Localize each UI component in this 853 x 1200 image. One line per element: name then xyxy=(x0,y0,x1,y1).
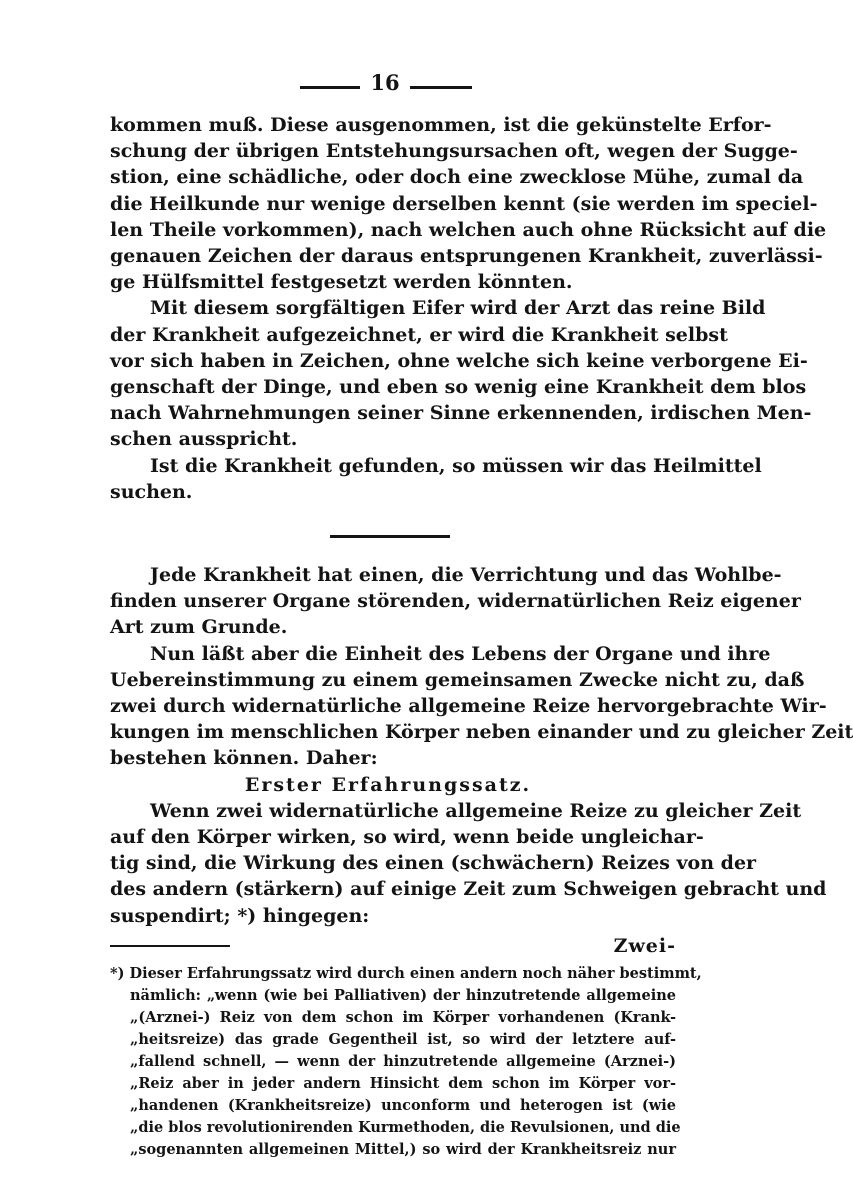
text-line: kungen im menschlichen Körper neben einander und zu gleicher Zeit xyxy=(110,721,853,744)
page-header xyxy=(0,70,741,100)
text-line: ge Hülfsmittel festgesetzt werden könnten. xyxy=(110,271,573,294)
header-rule-left xyxy=(300,86,360,89)
catchword: Zwei- xyxy=(613,935,676,957)
text-line: suspendirt; *) hingegen: xyxy=(110,904,370,927)
section-heading: Erster Erfahrungssatz. xyxy=(244,773,532,796)
text-line: auf den Körper wirken, so wird, wenn beide ungleichar- xyxy=(110,826,704,849)
text-line: vor sich haben in Zeichen, ohne welche sich keine verborgene Ei- xyxy=(110,349,808,372)
text-line: schen ausspricht. xyxy=(110,428,298,451)
text-line: stion, eine schädliche, oder doch eine zwecklose Mühe, zumal da xyxy=(110,166,804,189)
text-line: Ist die Krankheit gefunden, so müssen wir das Heilmittel xyxy=(150,454,762,477)
text-line: Jede Krankheit hat einen, die Verrichtung und das Wohlbe- xyxy=(150,564,782,586)
footnote-line: nämlich: „wenn (wie bei Palliativen) der hinzutretende allgemeine xyxy=(130,987,676,1004)
footnote-line: „heitsreize) das grade Gegentheil ist, so wird der letztere auf- xyxy=(130,1031,676,1048)
text-line: nach Wahrnehmungen seiner Sinne erkennenden, irdischen Men- xyxy=(110,402,812,425)
footnote-line: „die blos revolutionirenden Kurmethoden, die Revulsionen, und die xyxy=(130,1119,681,1136)
text-line: genschaft der Dinge, und eben so wenig eine Krankheit dem blos xyxy=(110,376,807,399)
section-divider xyxy=(330,535,450,538)
text-line: suchen. xyxy=(110,480,193,503)
text-line: Wenn zwei widernatürliche allgemeine Reize zu gleicher Zeit xyxy=(150,799,802,822)
text-line: Nun läßt aber die Einheit des Lebens der Organe und ihre xyxy=(150,642,771,665)
footnote-line: „sogenannten allgemeinen Mittel,) so wird der Krankheitsreiz nur xyxy=(130,1141,676,1158)
text-line: bestehen können. Daher: xyxy=(110,747,378,770)
text-line: Uebereinstimmung zu einem gemeinsamen Zwecke nicht zu, daß xyxy=(110,668,805,691)
section-2-text xyxy=(110,562,853,929)
text-line: der Krankheit aufgezeichnet, er wird die Krankheit selbst xyxy=(110,323,728,346)
footnote-line: *) Dieser Erfahrungssatz wird durch einen andern noch näher bestimmt, xyxy=(110,965,702,982)
section-1-text xyxy=(110,112,827,505)
text-line: Mit diesem sorgfältigen Eifer wird der Arzt das reine Bild xyxy=(150,297,766,320)
text-line: schung der übrigen Entstehungsursachen oft, wegen der Sugge- xyxy=(110,140,798,163)
footnote-text xyxy=(110,963,702,1161)
text-line: finden unserer Organe störenden, widernatürlichen Reiz eigener xyxy=(110,590,801,613)
header-rule-right xyxy=(410,86,472,89)
text-line: die Heilkunde nur wenige derselben kennt (sie werden im speciel- xyxy=(110,192,818,215)
text-line: zwei durch widernatürliche allgemeine Reize hervorgebrachte Wir- xyxy=(110,695,827,718)
text-line: tig sind, die Wirkung des einen (schwächern) Reizes von der xyxy=(110,852,757,875)
text-line: genauen Zeichen der daraus entsprungenen Krankheit, zuverlässi- xyxy=(110,245,823,268)
text-line: len Theile vorkommen), nach welchen auch ohne Rücksicht auf die xyxy=(110,218,827,241)
text-line: des andern (stärkern) auf einige Zeit zum Schweigen gebracht und xyxy=(110,878,827,901)
text-line: kommen muß. Diese ausgenommen, ist die gekünstelte Erfor- xyxy=(110,114,772,136)
text-line: Art zum Grunde. xyxy=(110,616,288,639)
footnote-line: „(Arznei-) Reiz von dem schon im Körper vorhandenen (Krank- xyxy=(130,1009,676,1026)
footnote-line: „handenen (Krankheitsreize) unconform und heterogen ist (wie xyxy=(130,1097,676,1114)
footnote-rule xyxy=(110,945,230,947)
footnote-line: „Reiz aber in jeder andern Hinsicht dem schon im Körper vor- xyxy=(130,1075,676,1092)
footnote-line: „fallend schnell, — wenn der hinzutretende allgemeine (Arznei-) xyxy=(130,1053,676,1070)
page-number: 16 xyxy=(370,70,400,95)
